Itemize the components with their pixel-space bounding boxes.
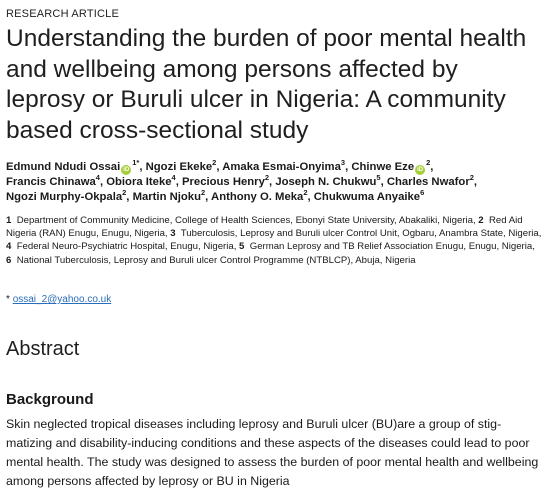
author-name: Chinwe Eze [351,161,415,173]
affiliation-text: German Leprosy and TB Relief Association Enugu, Enugu, Nigeria, [249,241,535,253]
affiliation-number: 1 [6,215,12,226]
affiliation-text: Tuberculosis, Leprosy and Buruli ulcer Control Unit, Ogbaru, Anambra State, Nigeria, [180,228,542,240]
author-name: Precious Henry [181,176,265,188]
article-type-label: RESEARCH ARTICLE [6,8,120,20]
author-name: Anthony O. Meka [211,191,304,203]
author-list: Edmund Ndudi Ossai $iD^{1*}$, Ngozi Ekeke$^2$, Amaka Esmai-Onyima$^3$, Chinwe Eze $iD^2$, Francis Chinawa$^4$, Obiora Iteke$^4$, Precious Henry$^2$, Joseph N. Chukwu$^5$, Charles Nwafor$^2$, Ngozi Murphy-Okpala$^2$, Martin Njoku$^2$, Anthony O. Meka$^2$, Chukwuma Anyaike$^6$ [6,158,478,203]
abstract-heading: Abstract [6,338,80,360]
affiliation-text: Federal Neuro-Psychiatric Hospital, Enugu, Nigeria, [16,241,237,253]
author-name: Edmund Ndudi Ossai [6,161,121,173]
affiliation-number: 5 [239,241,245,253]
author-name: Charles Nwafor [386,176,470,188]
author-name: Obiora Iteke [106,176,172,188]
affiliation-number: 4 [6,241,12,253]
author-name: Martin Njoku [132,191,201,203]
affiliation-list [6,214,542,267]
affiliation-number: 3 [170,228,176,240]
author-name: Joseph N. Chukwu [275,176,377,188]
affiliation-number: 2 [478,215,484,226]
background-heading: Background [6,391,94,408]
email-link[interactable]: ossai_2@yahoo.co.uk [12,294,112,305]
author-name: Francis Chinawa [6,176,96,188]
author-name: Chukwuma Anyaike [313,191,421,203]
affiliation-text: National Tuberculosis, Leprosy and Buruli ulcer Control Programme (NTBLCP), Abuja, Nigeria [16,254,416,266]
author-name: Ngozi Murphy-Okpala [6,191,123,203]
article-title: Understanding the burden of poor mental health and wellbeing among persons affected by leprosy or Buruli ulcer in Nigeria: A community based cross-sectional study [6,25,527,144]
affiliation-text: Red Aid Nigeria (RAN) Enugu, Enugu, Nigeria, [6,215,523,240]
corresponding-author [6,294,111,305]
orcid-icon[interactable]: iD [123,167,130,173]
corresponding-star: * [6,294,10,305]
author-name: Ngozi Ekeke [145,161,213,173]
affiliation-text: Department of Community Medicine, College of Health Sciences, Ebonyi State University, Abakaliki, Nigeria, [16,215,476,226]
background-paragraph: Skin neglected tropical diseases including leprosy and Buruli ulcer (BU)are a group of stig-matizing and disability-inducing conditions and these aspects of the diseases could lead to poor mental health. The study was designed to assess the burden of poor mental health and wellbeing among persons affected by leprosy or BU in Nigeria [6,417,539,488]
author-name: Amaka Esmai-Onyima [222,161,341,173]
orcid-icon[interactable]: iD [417,167,424,173]
affiliation-number: 6 [6,254,12,266]
